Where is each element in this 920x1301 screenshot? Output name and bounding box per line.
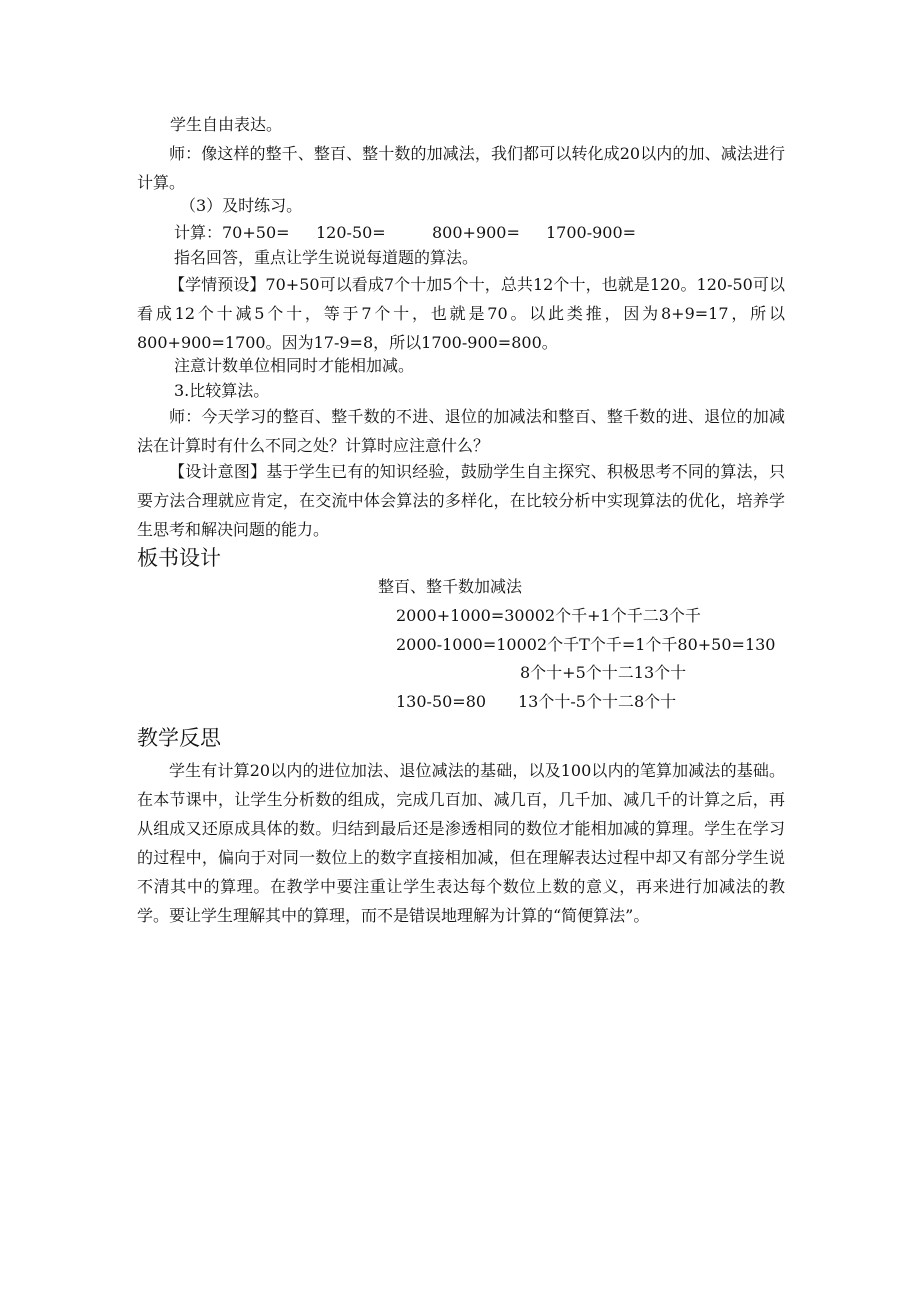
- board-line-4-left: 130-50=80: [396, 692, 487, 711]
- board-title: 整百、整千数加减法: [378, 577, 523, 596]
- paragraph-practice-heading: （3）及时练习。: [180, 196, 303, 215]
- reflection-heading: 教学反思: [137, 726, 221, 750]
- paragraph-design-intent: 【设计意图】基于学生已有的知识经验，鼓励学生自主探究、积极思考不同的算法，只要方法合理就应肯定，在交流中体会算法的多样化，在比较分析中实现算法的优化，培养学生思考和解决问题的能力。: [137, 462, 785, 539]
- paragraph-reflection: 学生有计算20以内的进位加法、退位减法的基础，以及100以内的笔算加减法的基础。在本节课中，让学生分析数的组成，完成几百加、减几百，几千加、减几千的计算之后，再从组成又还原成具体的数。归结到最后还是渗透相同的数位才能相加减的算理。学生在学习的过程中，偏向于对同一数位上的数字直接相加减，但在理解表达过程中却又有部分学生说不清其中的算理。在教学中要注重让学生表达每个数位上数的意义，再来进行加减法的教学。要让学生理解其中的算理，而不是错误地理解为计算的“简便算法”。: [137, 761, 785, 925]
- paragraph-note-units: 注意计数单位相同时才能相加减。: [174, 356, 415, 375]
- board-design-heading: 板书设计: [137, 546, 221, 570]
- calc-item-1: 70+50=: [222, 223, 290, 242]
- board-line-4-right: 13个十-5个十二8个十: [518, 692, 677, 711]
- paragraph-answer-instructions: 指名回答，重点让学生说说每道题的算法。: [174, 248, 479, 267]
- calc-item-2: 120-50=: [316, 223, 386, 242]
- paragraph-teacher-question: 师：今天学习的整百、整千数的不进、退位的加减法和整百、整千数的进、退位的加减法在计算时有什么不同之处？计算时应注意什么？: [137, 407, 785, 455]
- board-line-3: 8个十+5个十二13个十: [520, 663, 687, 682]
- board-line-2: 2000-1000=10002个千T个千=1个千80+50=130: [396, 635, 776, 654]
- paragraph-compare-methods: 3.比较算法。: [174, 381, 270, 400]
- calc-item-3: 800+900=: [432, 223, 520, 242]
- board-line-1: 2000+1000=30002个千+1个千二3个千: [396, 606, 701, 625]
- paragraph-teacher-conversion: 师：像这样的整千、整百、整十数的加减法，我们都可以转化成20以内的加、减法进行计算。: [137, 144, 785, 192]
- paragraph-free-expression: 学生自由表达。: [170, 115, 283, 134]
- paragraph-learning-preset: 【学情预设】70+50可以看成7个十加5个十，总共12个十，也就是120。120-50可以看成12个十减5个十，等于7个十，也就是70。以此类推，因为8+9=17，所以800+900=1700。因为17-9=8，所以1700-900=800。: [137, 275, 785, 352]
- calc-label: 计算：: [174, 223, 223, 242]
- calc-item-4: 1700-900=: [546, 223, 637, 242]
